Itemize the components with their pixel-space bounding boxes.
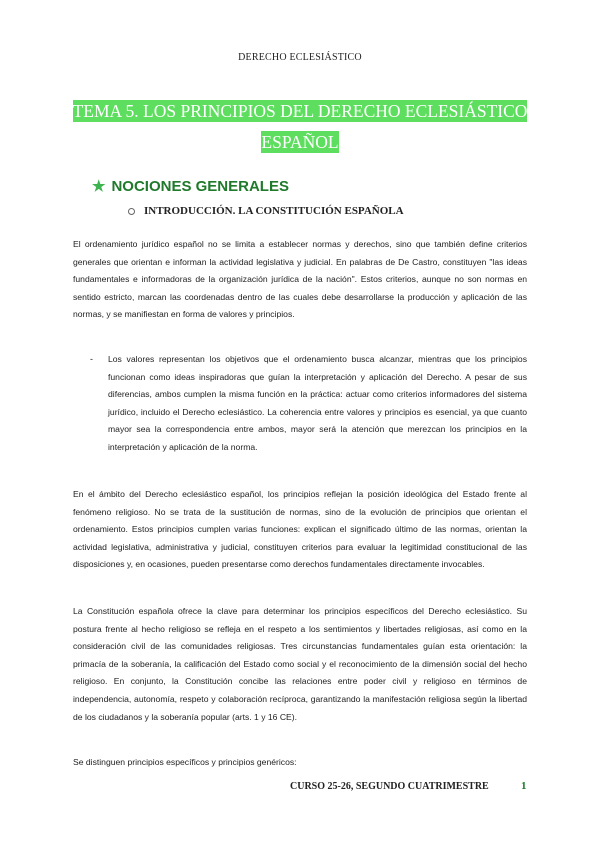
list-item — [90, 351, 527, 457]
paragraph-intro: El ordenamiento jurídico español no se limita a establecer normas y derechos, sino que también define criterios generales que orientan e informan la actividad legislativa y judicial. En palabras de De Castro, constituyen "las ideas fundamentales e informadoras de la organización jurídica de la nación". Estos criterios, aunque no son normas en sentido estricto, marcan las coordenadas dentro de las cuales debe desarrollarse la producción y aplicación de las normas, y se manifiestan en forma de valores y principios. — [73, 239, 527, 320]
paragraph-principios: Se distinguen principios específicos y principios genéricos: — [73, 757, 297, 767]
subsection-heading — [128, 205, 404, 217]
title-line-1: TEMA 5. LOS PRINCIPIOS DEL DERECHO ECLESIÁSTICO — [72, 101, 528, 121]
section-heading-text: NOCIONES GENERALES — [111, 177, 289, 195]
star-icon: ★ — [92, 178, 106, 195]
title-line-2: ESPAÑOL — [261, 132, 339, 152]
subsection-heading-text: INTRODUCCIÓN. LA CONSTITUCIÓN ESPAÑOLA — [144, 205, 404, 217]
running-footer: CURSO 25-26, SEGUNDO CUATRIMESTRE — [290, 781, 489, 792]
list-item-text: Los valores representan los objetivos que el ordenamiento busca alcanzar, mientras que los principios funcionan como ideas inspiradoras que guían la interpretación y aplicación del Derecho. A pesar de sus diferencias, ambos cumplen la misma función en la práctica: actuar como criterios informadores del sistema jurídico, incluido el Derecho eclesiástico. La coherencia entre valores y principios es esencial, ya que cuanto mayor sea la correspondencia entre ambos, mayor será la atención que merezcan los principios en la interpretación y aplicación de la norma. — [108, 354, 527, 452]
page-title — [60, 96, 540, 158]
paragraph-constitucion: La Constitución española ofrece la clave para determinar los principios específicos del Derecho eclesiástico. Su postura frente al hecho religioso se refleja en el respeto a los sentimientos y libertades religiosas, así como en la consideración civil de las comunidades religiosas. Tres circunstancias fundamentales guían esta orientación: la primacía de la soberanía, la calificación del Estado como social y el reconocimiento de la dimensión social del hecho religioso. En conjunto, la Constitución concibe las relaciones entre poder civil y religioso en términos de independencia, autonomía, respeto y colaboración recíproca, garantizando la manifestación religiosa según la libertad de los ciudadanos y la soberanía popular (arts. 1 y 16 CE). — [73, 606, 527, 722]
running-header: DERECHO ECLESIÁSTICO — [238, 52, 362, 63]
page-number: 1 — [521, 780, 527, 792]
section-heading — [92, 177, 289, 195]
paragraph-eclesiastico: En el ámbito del Derecho eclesiástico español, los principios reflejan la posición ideológica del Estado frente al fenómeno religioso. No se trata de la sustitución de normas, sino de la evolución de principios que orientan el ordenamiento. Estos principios cumplen varias funciones: explican el significado último de las normas, orientan la actividad legislativa, administrativa y judicial, constituyen criterios para evaluar la legitimidad constitucional de las disposiciones y, en ocasiones, pueden presentarse como derechos fundamentales directamente invocables. — [73, 489, 527, 570]
circle-bullet-icon — [128, 208, 135, 215]
dash-bullet-icon: - — [90, 354, 93, 364]
